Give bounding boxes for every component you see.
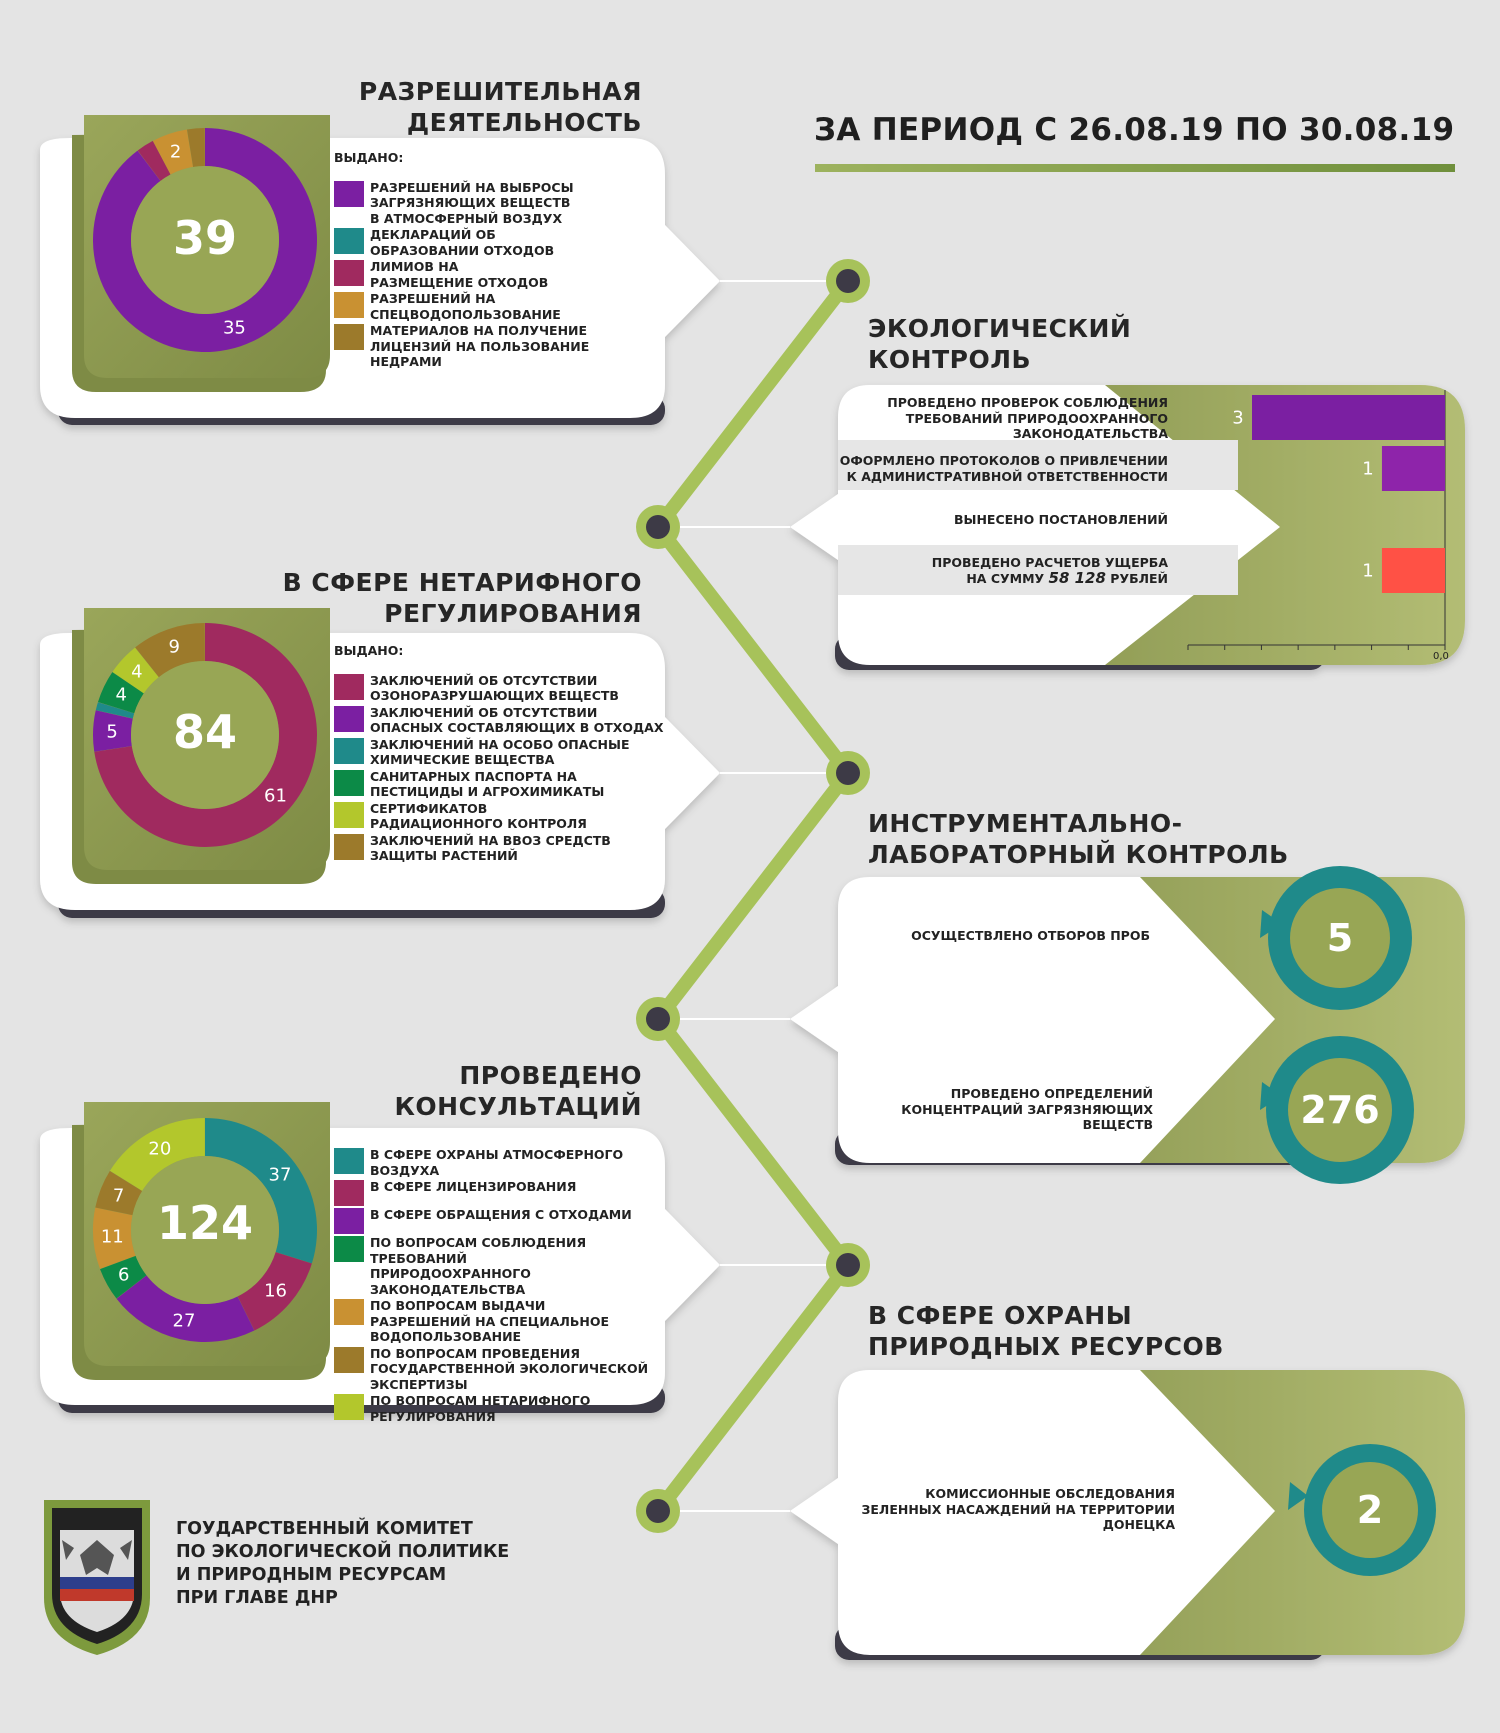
logo-shield — [44, 1500, 150, 1655]
organization-name-line: ПО ЭКОЛОГИЧЕСКОЙ ПОЛИТИКЕ — [176, 1542, 510, 1562]
donut-segment-label: 7 — [112, 1185, 125, 1206]
tariff-title-line: РЕГУЛИРОВАНИЯ — [384, 599, 642, 628]
timeline-node — [826, 1243, 870, 1287]
donut-segment-label: 37 — [268, 1164, 292, 1186]
legend-label: ЗАКЛЮЧЕНИЙ ОБ ОТСУТСТВИИ ОЗОНОРАЗРУШАЮЩИХ ВЕЩЕСТВ — [370, 672, 619, 703]
legend-swatch — [334, 802, 364, 828]
legend-item — [334, 705, 664, 736]
permits-title-line: РАЗРЕШИТЕЛЬНАЯ — [358, 77, 642, 106]
tariff-total: 84 — [172, 705, 237, 759]
legend-item — [334, 1393, 674, 1424]
legend-swatch — [334, 228, 364, 254]
donut-segment-label: 20 — [148, 1138, 172, 1160]
consult-title — [380, 1060, 642, 1122]
legend-swatch — [334, 324, 364, 350]
legend-item — [334, 1207, 674, 1234]
legend-swatch — [334, 738, 364, 764]
lab-samples-value: 5 — [1326, 916, 1354, 960]
donut-segment-label: 2 — [169, 141, 182, 163]
legend-label: В СФЕРЕ ОХРАНЫ АТМОСФЕРНОГО ВОЗДУХА — [370, 1147, 624, 1178]
permits-legend — [334, 150, 664, 371]
legend-swatch — [334, 1180, 364, 1206]
legend-swatch — [334, 181, 364, 207]
legend-label: ПО ВОПРОСАМ ВЫДАЧИ РАЗРЕШЕНИЙ НА СПЕЦИАЛЬНОЕ ВОДОПОЛЬЗОВАНИЕ — [370, 1298, 610, 1344]
lab-concentrations-value: 276 — [1300, 1088, 1380, 1132]
legend-swatch — [334, 1394, 364, 1420]
organization-name-line: ГОУДАРСТВЕННЫЙ КОМИТЕТ — [176, 1519, 473, 1539]
consult-title-line: ПРОВЕДЕНО — [459, 1061, 642, 1090]
legend-label: ПО ВОПРОСАМ СОБЛЮДЕНИЯ ТРЕБОВАНИЙ ПРИРОДООХРАННОГО ЗАКОНОДАТЕЛЬСТВА — [370, 1235, 587, 1297]
legend-swatch — [334, 834, 364, 860]
eco-bar-value: 3 — [1232, 407, 1244, 428]
ecocontrol-title-line: ЭКОЛОГИЧЕСКИЙ — [868, 314, 1132, 343]
eco-bar — [1382, 446, 1445, 491]
eco-bar-value: 1 — [1362, 458, 1374, 479]
tariff-title-line: В СФЕРЕ НЕТАРИФНОГО — [282, 568, 642, 597]
donut-segment-label: 11 — [100, 1226, 124, 1248]
consult-title-line: КОНСУЛЬТАЦИЙ — [394, 1092, 642, 1121]
resources-value: 2 — [1356, 1488, 1384, 1532]
permits-legend-caption: ВЫДАНО: — [334, 150, 404, 165]
eco-bar-value: 1 — [1362, 560, 1374, 581]
donut-segment-label: 61 — [264, 785, 287, 807]
permits-total: 39 — [172, 211, 237, 265]
legend-label: ПО ВОПРОСАМ ПРОВЕДЕНИЯ ГОСУДАРСТВЕННОЙ ЭКОЛОГИЧЕСКОЙ ЭКСПЕРТИЗЫ — [370, 1345, 649, 1392]
tariff-legend-list — [334, 673, 664, 864]
legend-item — [334, 801, 664, 832]
tariff-title — [280, 567, 642, 629]
organization-name — [176, 1518, 509, 1610]
consult-legend — [334, 1147, 674, 1425]
timeline-node — [826, 751, 870, 795]
resources-title-line: В СФЕРЕ ОХРАНЫ — [868, 1301, 1133, 1330]
legend-item — [334, 1147, 674, 1178]
eco-damage-suffix: РУБЛЕЙ — [1105, 570, 1168, 586]
donut-segment-label: 16 — [264, 1280, 288, 1302]
legend-label: ЗАКЛЮЧЕНИЙ НА ОСОБО ОПАСНЫЕ ХИМИЧЕСКИЕ ВЕЩЕСТВА — [370, 736, 630, 767]
lab-item-label: ПРОВЕДЕНО ОПРЕДЕЛЕНИЙ КОНЦЕНТРАЦИЙ ЗАГРЯЗНЯЮЩИХ ВЕЩЕСТВ — [901, 1086, 1153, 1132]
eco-bar — [1382, 548, 1445, 593]
eco-bar — [1252, 395, 1445, 440]
legend-swatch — [334, 770, 364, 796]
legend-item — [334, 769, 664, 800]
legend-swatch — [334, 260, 364, 286]
legend-item — [334, 1179, 674, 1206]
legend-label: ДЕКЛАРАЦИЙ ОБ ОБРАЗОВАНИИ ОТХОДОВ — [370, 227, 555, 258]
legend-item — [334, 180, 664, 227]
consult-legend-list — [334, 1147, 674, 1424]
eco-row-label-damage — [820, 555, 1168, 586]
timeline-node — [826, 259, 870, 303]
resources-title — [868, 1300, 1224, 1362]
donut-segment-label: 5 — [106, 721, 118, 743]
organization-name-line: ПРИ ГЛАВЕ ДНР — [176, 1588, 338, 1608]
donut-segment-label: 4 — [131, 661, 143, 683]
ecocontrol-title — [868, 313, 1131, 375]
eco-axis-zero: 0,0 — [1433, 651, 1449, 662]
timeline-node — [636, 997, 680, 1041]
period-title: ЗА ПЕРИОД С 26.08.19 ПО 30.08.19 — [814, 112, 1455, 148]
legend-label: РАЗРЕШЕНИЙ НА ВЫБРОСЫ ЗАГРЯЗНЯЮЩИХ ВЕЩЕСТВ В АТМОСФЕРНЫЙ ВОЗДУХ — [370, 179, 574, 226]
eco-row-label: ОФОРМЛЕНО ПРОТОКОЛОВ О ПРИВЛЕЧЕНИИ К АДМИНИСТРАТИВНОЙ ОТВЕТСТВЕННОСТИ — [839, 453, 1168, 484]
legend-item — [334, 1346, 674, 1393]
eco-row-label: ПРОВЕДЕНО ПРОВЕРОК СОБЛЮДЕНИЯ ТРЕБОВАНИЙ ПРИРОДООХРАННОГО ЗАКОНОДАТЕЛЬСТВА — [887, 395, 1168, 441]
donut-segment-label: 4 — [115, 684, 127, 706]
lab-item-label: ОСУЩЕСТВЛЕНО ОТБОРОВ ПРОБ — [911, 928, 1150, 943]
donut-segment-label: 6 — [117, 1264, 130, 1286]
legend-label: СЕРТИФИКАТОВ РАДИАЦИОННОГО КОНТРОЛЯ — [370, 800, 587, 831]
timeline-node — [636, 505, 680, 549]
legend-item — [334, 259, 664, 290]
legend-item — [334, 737, 664, 768]
legend-label: ЛИМИОВ НА РАЗМЕЩЕНИЕ ОТХОДОВ — [370, 259, 549, 290]
timeline-node — [636, 1489, 680, 1533]
legend-swatch — [334, 1236, 364, 1262]
period-underline — [815, 164, 1455, 172]
legend-label: РАЗРЕШЕНИЙ НА СПЕЦВОДОПОЛЬЗОВАНИЕ — [370, 291, 561, 322]
legend-swatch — [334, 1299, 364, 1325]
permits-title — [340, 76, 642, 138]
legend-label: ЗАКЛЮЧЕНИЙ ОБ ОТСУТСТВИИ ОПАСНЫХ СОСТАВЛЯЮЩИХ В ОТХОДАХ — [370, 704, 664, 735]
donut-segment-label: 27 — [172, 1310, 196, 1332]
resources-title-line: ПРИРОДНЫХ РЕСУРСОВ — [868, 1332, 1224, 1361]
legend-label: ЗАКЛЮЧЕНИЙ НА ВВОЗ СРЕДСТВ ЗАЩИТЫ РАСТЕНИЙ — [370, 832, 611, 863]
legend-item — [334, 833, 664, 864]
tariff-legend-caption: ВЫДАНО: — [334, 643, 404, 658]
legend-label: ПО ВОПРОСАМ НЕТАРИФНОГО РЕГУЛИРОВАНИЯ — [370, 1393, 591, 1424]
resources-label: КОМИССИОННЫЕ ОБСЛЕДОВАНИЯ ЗЕЛЕННЫХ НАСАЖДЕНИЙ НА ТЕРРИТОРИИ ДОНЕЦКА — [861, 1486, 1175, 1532]
legend-item — [334, 323, 664, 370]
legend-swatch — [334, 1148, 364, 1174]
legend-swatch — [334, 1208, 364, 1234]
permits-title-line: ДЕЯТЕЛЬНОСТЬ — [406, 108, 642, 137]
legend-item — [334, 673, 664, 704]
legend-swatch — [334, 292, 364, 318]
permits-legend-list — [334, 180, 664, 370]
legend-label: МАТЕРИАЛОВ НА ПОЛУЧЕНИЕ ЛИЦЕНЗИЙ НА ПОЛЬЗОВАНИЕ НЕДРАМИ — [370, 323, 590, 369]
legend-swatch — [334, 674, 364, 700]
lab-title-line: ЛАБОРАТОРНЫЙ КОНТРОЛЬ — [868, 840, 1289, 869]
eco-damage-sum: 58 128 — [1048, 568, 1106, 587]
tariff-legend — [334, 643, 664, 865]
legend-item — [334, 1235, 674, 1297]
organization-name-line: И ПРИРОДНЫМ РЕСУРСАМ — [176, 1565, 447, 1585]
legend-item — [334, 291, 664, 322]
eco-damage-prefix: ПРОВЕДЕНО РАСЧЕТОВ УЩЕРБА НА СУММУ — [931, 555, 1168, 586]
legend-item — [334, 227, 664, 258]
donut-segment-label: 9 — [168, 636, 181, 658]
lab-title-line: ИНСТРУМЕНТАЛЬНО- — [868, 809, 1183, 838]
ecocontrol-title-line: КОНТРОЛЬ — [868, 345, 1032, 374]
legend-item — [334, 1298, 674, 1345]
legend-label: В СФЕРЕ ОБРАЩЕНИЯ С ОТХОДАМИ — [370, 1207, 632, 1222]
legend-swatch — [334, 1347, 364, 1373]
legend-label: В СФЕРЕ ЛИЦЕНЗИРОВАНИЯ — [370, 1179, 577, 1194]
legend-swatch — [334, 706, 364, 732]
donut-segment-label: 35 — [222, 317, 246, 339]
eco-row-label: ВЫНЕСЕНО ПОСТАНОВЛЕНИЙ — [953, 512, 1168, 527]
consult-total: 124 — [156, 1196, 254, 1250]
lab-title — [868, 808, 1289, 870]
legend-label: САНИТАРНЫХ ПАСПОРТА НА ПЕСТИЦИДЫ И АГРОХИМИКАТЫ — [370, 768, 605, 799]
